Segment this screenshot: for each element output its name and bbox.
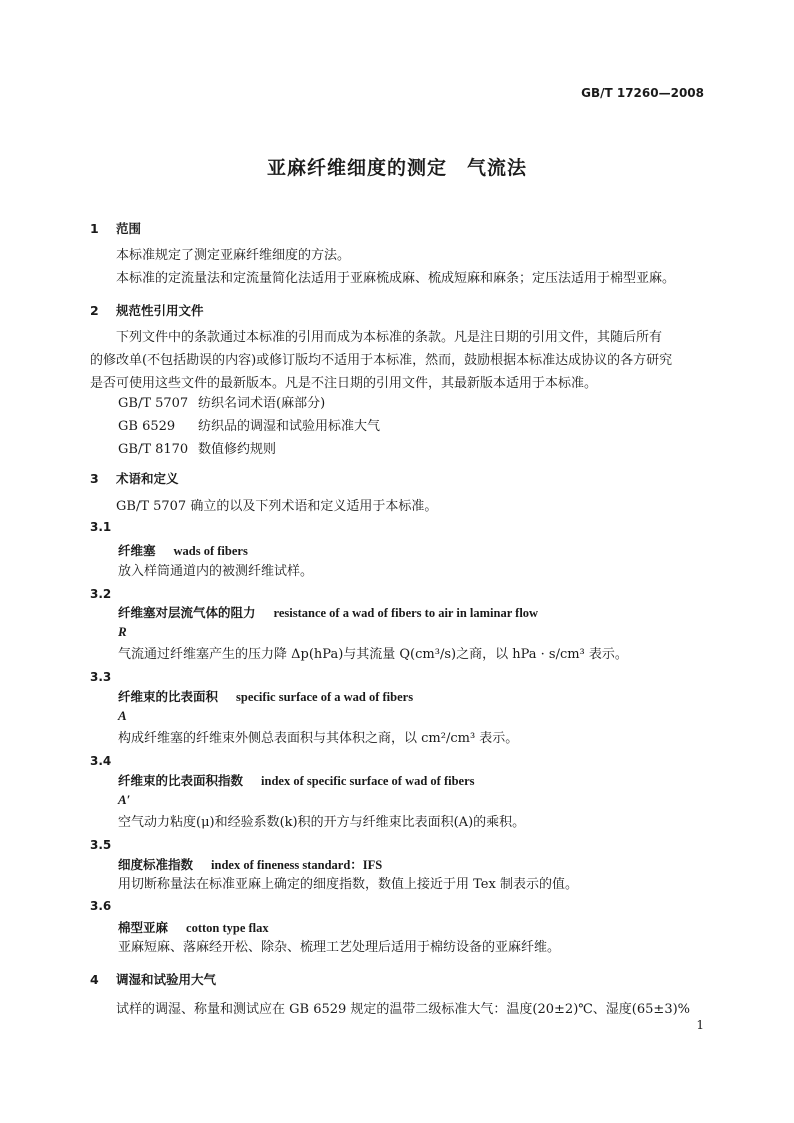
- reference-item: [118, 392, 325, 411]
- clause-number: 3.5: [90, 838, 112, 852]
- term-heading: [118, 771, 475, 789]
- term-definition: 放入样筒通道内的被测纤维试样。: [118, 564, 314, 579]
- term-definition: 用切断称量法在标准亚麻上确定的细度指数，数值上接近于用 Tex 制表示的值。: [118, 877, 578, 892]
- term-cn: 棉型亚麻: [118, 920, 169, 935]
- term-heading: [118, 603, 538, 621]
- reference-name: 数值修约规则: [198, 442, 277, 457]
- term-definition: 空气动力粘度(μ)和经验系数(k)积的开方与纤维束比表面积(A)的乘积。: [118, 815, 526, 830]
- paragraph: 本标准规定了测定亚麻纤维细度的方法。: [116, 248, 351, 263]
- term-en: resistance of a wad of fibers to air in laminar flow: [273, 606, 539, 620]
- paragraph: 本标准的定流量法和定流量简化法适用于亚麻梳成麻、梳成短麻和麻条；定压法适用于棉型亚麻。: [116, 271, 676, 286]
- paragraph-line: 的修改单(不包括勘误的内容)或修订版均不适用于本标准，然而，鼓励根据本标准达成协议的各方研究: [90, 353, 673, 368]
- term-en: cotton type flax: [186, 921, 269, 935]
- term-cn: 纤维塞: [118, 543, 156, 558]
- term-en: wads of fibers: [173, 544, 248, 558]
- term-heading: [118, 855, 382, 873]
- term-en: index of fineness standard：IFS: [211, 858, 383, 872]
- section-2-heading: [90, 301, 204, 319]
- reference-code: GB 6529: [118, 419, 176, 434]
- clause-number: 3.2: [90, 587, 112, 601]
- paragraph-line: 是否可使用这些文件的最新版本。凡是不注日期的引用文件，其最新版本适用于本标准。: [90, 376, 598, 391]
- clause-number: 3.1: [90, 520, 112, 534]
- term-symbol: R: [118, 624, 127, 639]
- clause-number: 3.3: [90, 670, 112, 684]
- term-cn: 细度标准指数: [118, 857, 194, 872]
- term-heading: [118, 541, 248, 559]
- reference-code: GB/T 8170: [118, 442, 189, 457]
- term-cn: 纤维束的比表面积指数: [118, 773, 244, 788]
- reference-item: [118, 415, 380, 434]
- reference-code: GB/T 5707: [118, 396, 189, 411]
- term-heading: [118, 687, 413, 705]
- term-symbol: A: [118, 708, 127, 723]
- section-number: 2: [90, 303, 99, 318]
- section-1-heading: [90, 219, 141, 237]
- section-title: 调湿和试验用大气: [116, 972, 217, 987]
- section-title: 术语和定义: [116, 471, 179, 486]
- reference-item: [118, 438, 276, 457]
- term-definition: 亚麻短麻、落麻经开松、除杂、梳理工艺处理后适用于棉纺设备的亚麻纤维。: [118, 940, 561, 955]
- paragraph: 试样的调湿、称量和测试应在 GB 6529 规定的温带二级标准大气：温度(20±2)℃、湿度(65±3)%: [116, 1002, 691, 1017]
- term-heading: [118, 918, 269, 936]
- term-definition: 气流通过纤维塞产生的压力降 Δp(hPa)与其流量 Q(cm³/s)之商，以 hPa · s/cm³ 表示。: [118, 647, 628, 662]
- section-3-heading: [90, 469, 179, 487]
- paragraph: GB/T 5707 确立的以及下列术语和定义适用于本标准。: [116, 499, 438, 514]
- term-en: index of specific surface of wad of fibers: [261, 774, 475, 788]
- term-symbol: A′: [118, 792, 131, 807]
- section-number: 3: [90, 471, 99, 486]
- reference-name: 纺织品的调湿和试验用标准大气: [198, 419, 381, 434]
- section-number: 4: [90, 972, 99, 987]
- clause-number: 3.4: [90, 754, 112, 768]
- standard-number: GB/T 17260—2008: [581, 86, 704, 100]
- section-4-heading: [90, 970, 216, 988]
- term-en: specific surface of a wad of fibers: [236, 690, 414, 704]
- term-definition: 构成纤维塞的纤维束外侧总表面积与其体积之商，以 cm²/cm³ 表示。: [118, 731, 519, 746]
- term-cn: 纤维塞对层流气体的阻力: [118, 605, 256, 620]
- section-title: 规范性引用文件: [116, 303, 204, 318]
- section-title: 范围: [116, 221, 142, 236]
- clause-number: 3.6: [90, 899, 112, 913]
- document-title: 亚麻纤维细度的测定 气流法: [266, 157, 527, 179]
- term-cn: 纤维束的比表面积: [118, 689, 219, 704]
- reference-name: 纺织名词术语(麻部分): [198, 396, 326, 411]
- page-number: 1: [696, 1018, 704, 1032]
- section-number: 1: [90, 221, 99, 236]
- paragraph-line: 下列文件中的条款通过本标准的引用而成为本标准的条款。凡是注日期的引用文件，其随后所有: [116, 330, 663, 345]
